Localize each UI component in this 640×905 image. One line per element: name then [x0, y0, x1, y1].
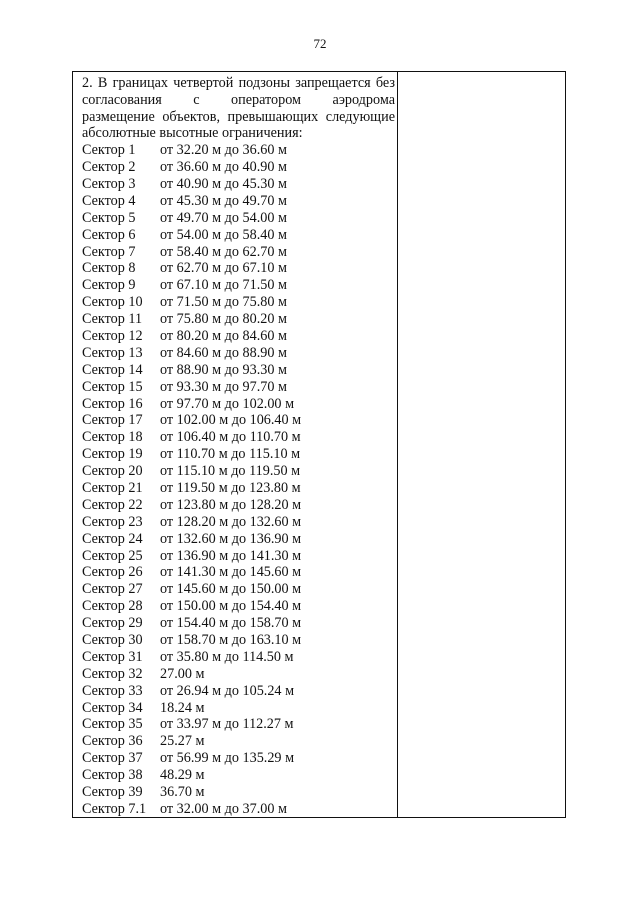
sector-name: Сектор 24	[82, 530, 143, 547]
sector-height-range: 25.27 м	[160, 733, 205, 750]
sector-name: Сектор 8	[82, 260, 136, 277]
sector-name: Сектор 25	[82, 547, 143, 564]
sector-row	[82, 750, 395, 767]
intro-paragraph	[82, 75, 395, 142]
sector-row	[82, 733, 395, 750]
sector-name: Сектор 35	[82, 716, 143, 733]
sector-name: Сектор 10	[82, 294, 143, 311]
sector-row	[82, 598, 395, 615]
sector-row	[82, 446, 395, 463]
sector-height-range: от 88.90 м до 93.30 м	[160, 361, 287, 378]
sector-row	[82, 666, 395, 683]
sector-row	[82, 328, 395, 345]
sector-name: Сектор 1	[82, 142, 136, 159]
sector-row	[82, 277, 395, 294]
sector-row	[82, 531, 395, 548]
sector-name: Сектор 33	[82, 682, 143, 699]
sector-name: Сектор 22	[82, 496, 143, 513]
sector-name: Сектор 21	[82, 480, 143, 496]
sector-name: Сектор 4	[82, 192, 136, 209]
sector-row	[82, 649, 395, 666]
sector-height-range: от 84.60 м до 88.90 м	[160, 344, 287, 361]
sector-row	[82, 362, 395, 379]
sector-height-range: от 45.30 м до 49.70 м	[160, 192, 287, 209]
sector-height-range: от 62.70 м до 67.10 м	[160, 260, 287, 277]
sector-row	[82, 581, 395, 598]
sector-name: Сектор 30	[82, 632, 143, 649]
sector-height-range: от 32.20 м до 36.60 м	[160, 142, 287, 159]
sector-height-range: от 119.50 м до 123.80 м	[160, 480, 301, 496]
sector-list	[82, 142, 395, 818]
sector-row	[82, 632, 395, 649]
sector-height-range: 18.24 м	[160, 699, 205, 716]
sector-name: Сектор 20	[82, 463, 143, 480]
sector-row	[82, 463, 395, 480]
sector-row	[82, 480, 395, 497]
sector-name: Сектор 39	[82, 784, 143, 801]
sector-height-range: от 26.94 м до 105.24 м	[160, 682, 295, 699]
sector-name: Сектор 37	[82, 750, 143, 767]
sector-name: Сектор 27	[82, 581, 143, 598]
sector-height-range: от 102.00 м до 106.40 м	[160, 412, 302, 429]
sector-height-range: от 128.20 м до 132.60 м	[160, 513, 302, 530]
sector-row	[82, 345, 395, 362]
sector-name: Сектор 15	[82, 378, 143, 395]
sector-row	[82, 700, 395, 717]
intro-line: согласования с оператором аэродрома	[82, 91, 395, 108]
sector-height-range: от 36.60 м до 40.90 м	[160, 159, 287, 176]
sector-row	[82, 227, 395, 244]
sector-height-range: 27.00 м	[160, 665, 205, 682]
sector-name: Сектор 12	[82, 327, 143, 344]
sector-row	[82, 683, 395, 700]
sector-row	[82, 784, 395, 801]
sector-height-range: от 32.00 м до 37.00 м	[160, 800, 287, 817]
sector-height-range: от 93.30 м до 97.70 м	[160, 378, 287, 395]
intro-line: размещение объектов, превышающих следующие	[82, 108, 395, 125]
sector-name: Сектор 5	[82, 209, 136, 226]
restrictions-cell	[82, 75, 395, 818]
sector-name: Сектор 29	[82, 615, 143, 632]
column-divider	[397, 72, 398, 817]
sector-row	[82, 548, 395, 565]
intro-line: 2. В границах четвертой подзоны запрещается без	[82, 75, 395, 91]
sector-name: Сектор 26	[82, 564, 143, 581]
intro-line: абсолютные высотные ограничения:	[82, 125, 303, 142]
sector-height-range: от 33.97 м до 112.27 м	[160, 716, 294, 733]
sector-name: Сектор 7	[82, 243, 136, 260]
sector-name: Сектор 36	[82, 733, 143, 750]
sector-height-range: от 115.10 м до 119.50 м	[160, 463, 301, 480]
sector-name: Сектор 11	[82, 311, 143, 328]
page-number: 72	[313, 36, 327, 51]
sector-height-range: от 67.10 м до 71.50 м	[160, 277, 287, 294]
sector-row	[82, 514, 395, 531]
sector-name: Сектор 28	[82, 598, 143, 615]
sector-name: Сектор 7.1	[82, 800, 147, 817]
sector-row	[82, 193, 395, 210]
sector-row	[82, 412, 395, 429]
sector-height-range: от 54.00 м до 58.40 м	[160, 226, 287, 243]
sector-name: Сектор 6	[82, 226, 136, 243]
sector-row	[82, 244, 395, 261]
sector-name: Сектор 23	[82, 513, 143, 530]
sector-row	[82, 159, 395, 176]
sector-name: Сектор 38	[82, 767, 143, 784]
sector-row	[82, 801, 395, 818]
sector-row	[82, 294, 395, 311]
sector-height-range: от 80.20 м до 84.60 м	[160, 327, 287, 344]
sector-name: Сектор 18	[82, 429, 143, 446]
sector-height-range: от 75.80 м до 80.20 м	[160, 311, 287, 328]
sector-row	[82, 497, 395, 514]
sector-name: Сектор 17	[82, 412, 143, 429]
sector-height-range: 36.70 м	[160, 784, 205, 801]
sector-row	[82, 767, 395, 784]
sector-height-range: от 150.00 м до 154.40 м	[160, 598, 302, 615]
sector-name: Сектор 16	[82, 395, 143, 412]
sector-name: Сектор 2	[82, 159, 136, 176]
sector-height-range: от 106.40 м до 110.70 м	[160, 429, 301, 446]
sector-name: Сектор 19	[82, 446, 143, 463]
sector-name: Сектор 13	[82, 344, 143, 361]
sector-row	[82, 615, 395, 632]
sector-height-range: от 35.80 м до 114.50 м	[160, 648, 294, 665]
sector-name: Сектор 3	[82, 175, 136, 192]
sector-height-range: от 141.30 м до 145.60 м	[160, 564, 302, 581]
sector-height-range: от 123.80 м до 128.20 м	[160, 496, 302, 513]
sector-row	[82, 716, 395, 733]
sector-row	[82, 429, 395, 446]
sector-row	[82, 564, 395, 581]
sector-height-range: от 136.90 м до 141.30 м	[160, 547, 302, 564]
sector-height-range: от 71.50 м до 75.80 м	[160, 294, 287, 311]
sector-height-range: от 56.99 м до 135.29 м	[160, 750, 295, 767]
sector-height-range: от 110.70 м до 115.10 м	[160, 446, 301, 463]
sector-name: Сектор 31	[82, 648, 143, 665]
sector-name: Сектор 32	[82, 665, 143, 682]
sector-row	[82, 142, 395, 159]
sector-height-range: от 158.70 м до 163.10 м	[160, 632, 302, 649]
sector-row	[82, 176, 395, 193]
sector-height-range: от 154.40 м до 158.70 м	[160, 615, 302, 632]
sector-height-range: от 145.60 м до 150.00 м	[160, 581, 302, 598]
sector-height-range: от 40.90 м до 45.30 м	[160, 175, 287, 192]
sector-name: Сектор 9	[82, 277, 136, 294]
sector-height-range: от 49.70 м до 54.00 м	[160, 209, 287, 226]
sector-row	[82, 396, 395, 413]
sector-height-range: от 132.60 м до 136.90 м	[160, 530, 302, 547]
sector-row	[82, 379, 395, 396]
sector-height-range: от 97.70 м до 102.00 м	[160, 395, 295, 412]
sector-name: Сектор 14	[82, 361, 143, 378]
sector-height-range: 48.29 м	[160, 767, 205, 784]
sector-row	[82, 260, 395, 277]
sector-name: Сектор 34	[82, 699, 143, 716]
sector-row	[82, 311, 395, 328]
document-table	[72, 71, 566, 818]
sector-height-range: от 58.40 м до 62.70 м	[160, 243, 287, 260]
sector-row	[82, 210, 395, 227]
